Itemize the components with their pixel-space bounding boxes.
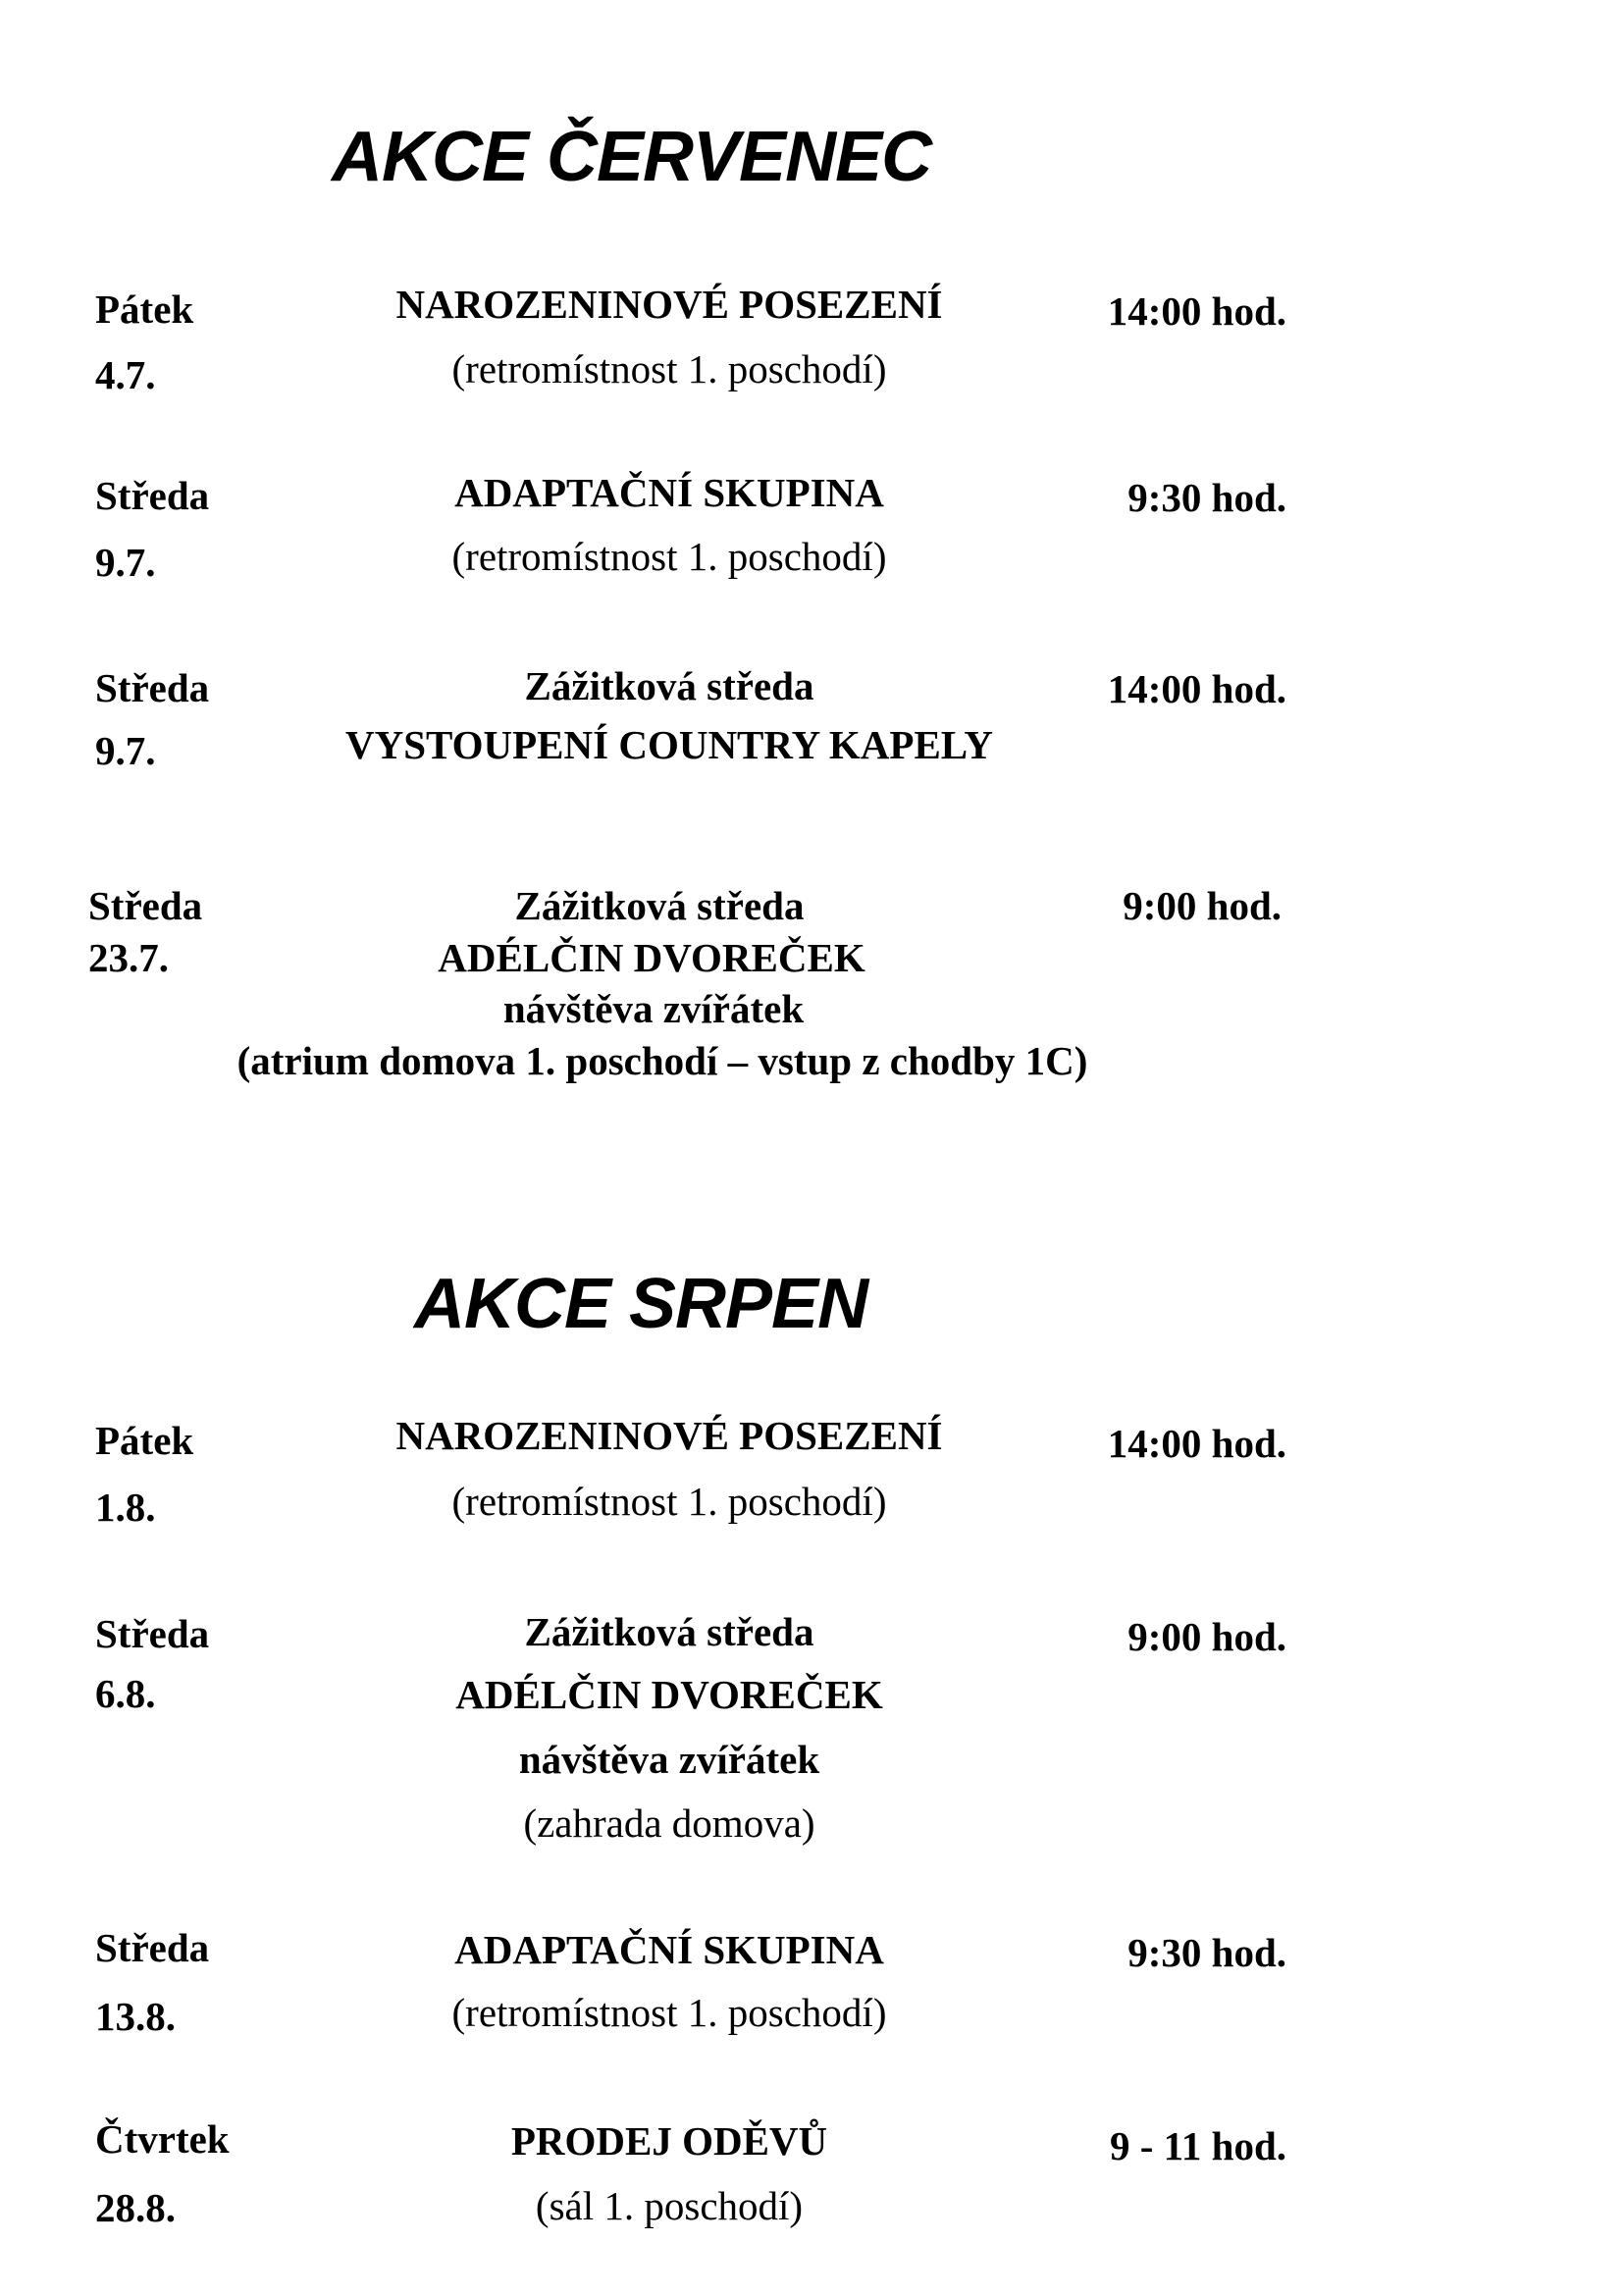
event-date: 9.7. [95, 540, 156, 585]
event-date: 1.8. [95, 1485, 156, 1530]
event-title: ADAPTAČNÍ SKUPINA [454, 1927, 884, 1972]
event-title: ADÉLČIN DVOREČEK [455, 1672, 883, 1717]
event-time: 14:00 hod. [1107, 288, 1286, 334]
event-note: návštěva zvířátek [502, 986, 805, 1031]
event-location: (sál 1. poschodí) [535, 2183, 804, 2228]
event-day: Pátek [95, 287, 194, 332]
event-subtitle: Zážitková středa [514, 883, 805, 928]
event-location: (zahrada domova) [523, 1800, 815, 1846]
event-day: Středa [95, 665, 210, 710]
event-date: 4.7. [95, 352, 156, 397]
event-day: Středa [88, 883, 203, 928]
event-location: (retromístnost 1. poschodí) [451, 346, 887, 391]
event-location: (retromístnost 1. poschodí) [451, 1479, 887, 1524]
event-note: návštěva zvířátek [518, 1737, 820, 1782]
event-date: 23.7. [88, 935, 169, 980]
event-subtitle: Zážitková středa [524, 1609, 814, 1654]
event-date: 9.7. [95, 728, 156, 773]
event-time: 9:00 hod. [1123, 883, 1282, 928]
event-time: 14:00 hod. [1107, 1421, 1286, 1466]
event-time: 9 - 11 hod. [1110, 2123, 1286, 2168]
event-title: ADÉLČIN DVOREČEK [438, 935, 865, 980]
event-day: Středa [95, 473, 210, 518]
event-day: Středa [95, 1925, 210, 1970]
event-title: ADAPTAČNÍ SKUPINA [454, 470, 884, 515]
event-time: 9:00 hod. [1127, 1614, 1286, 1659]
event-date: 6.8. [95, 1671, 156, 1716]
july-heading: AKCE ČERVENEC [332, 118, 932, 196]
event-title: PRODEJ ODĚVŮ [510, 2118, 828, 2164]
event-subtitle: Zážitková středa [524, 663, 814, 708]
event-day: Pátek [95, 1418, 194, 1463]
event-title: VYSTOUPENÍ COUNTRY KAPELY [345, 722, 993, 767]
event-location: (retromístnost 1. poschodí) [451, 1990, 887, 2035]
event-date: 28.8. [95, 2185, 176, 2230]
event-date: 13.8. [95, 1994, 176, 2039]
event-location: (retromístnost 1. poschodí) [451, 534, 887, 579]
event-time: 14:00 hod. [1107, 666, 1286, 711]
event-time: 9:30 hod. [1127, 1930, 1286, 1975]
august-heading: AKCE SRPEN [414, 1265, 868, 1343]
event-title: NAROZENINOVÉ POSEZENÍ [395, 1413, 943, 1458]
event-day: Středa [95, 1611, 210, 1656]
event-day: Čtvrtek [95, 2116, 230, 2162]
event-title: NAROZENINOVÉ POSEZENÍ [395, 282, 943, 327]
event-location: (atrium domova 1. poschodí – vstup z chodby 1C) [236, 1038, 1088, 1083]
event-time: 9:30 hod. [1127, 475, 1286, 520]
